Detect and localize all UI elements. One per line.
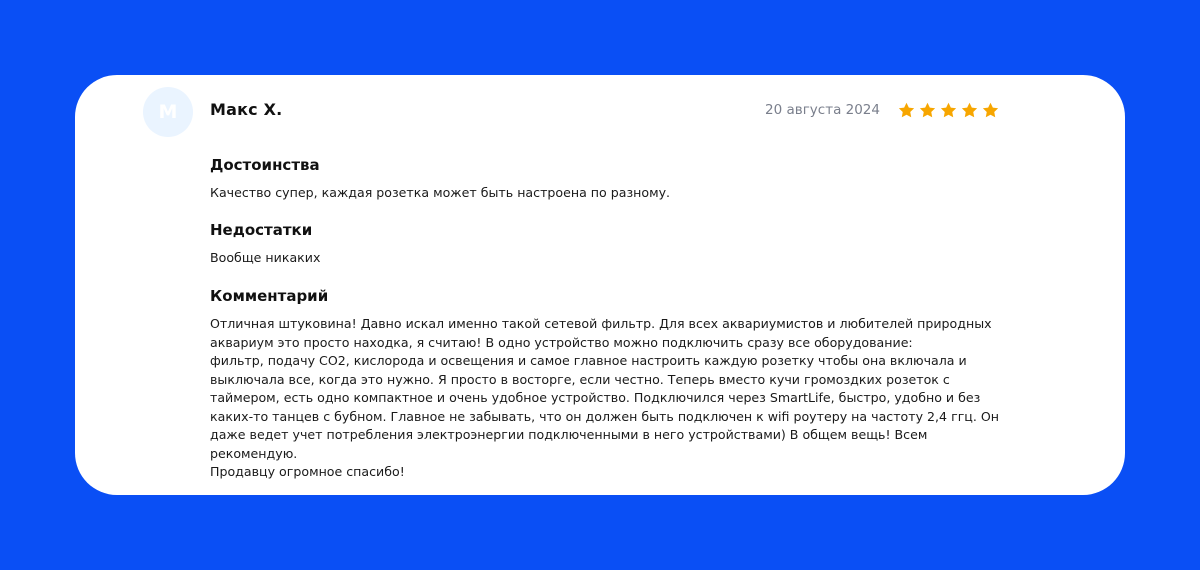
star-icon [918,101,937,120]
cons-text: Вообще никаких [210,250,321,265]
comment-section [210,287,1010,482]
author-name: Макс Х. [210,100,283,119]
review-card [75,75,1125,495]
avatar-letter: M [158,101,178,123]
pros-section [210,156,1010,203]
review-date: 20 августа 2024 [765,102,880,118]
star-icon [960,101,979,120]
comment-title: Комментарий [210,287,329,305]
star-icon [939,101,958,120]
star-icon [897,101,916,120]
rating-stars [897,101,1000,120]
cons-title: Недостатки [210,221,313,239]
avatar [143,87,193,137]
star-icon [981,101,1000,120]
cons-section [210,221,1010,268]
pros-text: Качество супер, каждая розетка может быть настроена по разному. [210,185,671,200]
comment-text: Отличная штуковина! Давно искал именно такой сетевой фильтр. Для всех аквариумистов и любителей природных аквариум это просто находка, я считаю! В одно устройство можно подключить сразу все оборудование: фильтр, подачу СО2, кислорода и освещения и самое главное настроить каждую розетку чтобы она включала и выключала все, когда это нужно. Я просто в восторге, если честно. Теперь вместо кучи громоздких розеток с таймером, есть одно компактное и очень удобное устройство. Подключился через SmartLife, быстро, удобно и без каких-то танцев с бубном. Главное не забывать, что он должен быть подключен к wifi роутеру на частоту 2,4 ггц. Он даже ведет учет потребления электроэнергии подключенными в него устройствами) В общем вещь! Всем рекомендую. Продавцу огромное спасибо! [210,316,1000,479]
pros-title: Достоинства [210,156,320,174]
